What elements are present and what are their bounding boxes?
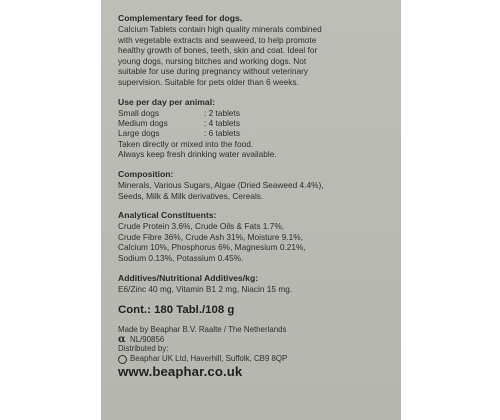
approval-alpha-icon: α <box>118 334 126 346</box>
heading-analytical: Analytical Constituents: <box>118 210 217 221</box>
dosage-label: Small dogs <box>118 107 160 118</box>
heading-use-per-day: Use per day per animal: <box>118 96 215 107</box>
approval-line <box>118 335 396 345</box>
dosage-label: Large dogs <box>118 128 160 139</box>
contents-value: 180 Tabl./108 g <box>154 304 235 317</box>
analytical-line: Crude Protein 3.6%, Crude Oils & Fats 1.7%, <box>118 221 285 232</box>
description-line: young dogs, nursing bitches and working dogs. Not <box>118 55 307 66</box>
use-note: Taken directly or mixed into the food. <box>118 138 254 149</box>
dosage-row <box>118 108 396 118</box>
dosage-table <box>118 108 396 139</box>
dosage-amount: : 6 tablets <box>204 128 240 139</box>
dosage-amount: : 4 tablets <box>204 117 240 128</box>
additives-line: E6/Zinc 40 mg, Vitamin B1 2 mg, Niacin 15 mg. <box>118 283 293 294</box>
analytical-line: Crude Fibre 36%, Crude Ash 31%, Moisture 9.1%, <box>118 231 303 242</box>
distributed-by: Distributed by: <box>118 344 169 354</box>
description-line: Calcium Tablets contain high quality minerals combined <box>118 24 322 34</box>
analytical-line: Calcium 10%, Phosphorus 6%, Magnesium 0.21%, <box>118 242 306 253</box>
analytical-line: Sodium 0.13%, Potassium 0.45%. <box>118 252 244 263</box>
website-url: www.beaphar.co.uk <box>118 363 243 379</box>
description-line: suitable for use during pregnancy without veterinary <box>118 66 309 77</box>
contents-label: Cont.: <box>118 304 151 317</box>
description-line: with vegetable extracts and seaweed, to help promote <box>118 34 317 45</box>
made-by: Made by Beaphar B.V. Raalte / The Netherlands <box>118 325 287 335</box>
distributor-line <box>118 354 396 364</box>
heading-complementary: Complementary feed for dogs. <box>118 13 243 23</box>
heading-composition: Composition: <box>118 168 174 179</box>
dosage-label: Medium dogs <box>118 117 168 128</box>
approval-code: NL/90856 <box>130 334 165 344</box>
description-line: supervision. Suitable for pets older than 6 weeks. <box>118 76 299 87</box>
use-note: Always keep fresh drinking water available. <box>118 149 277 160</box>
label-panel <box>101 0 401 420</box>
dosage-amount: : 2 tablets <box>204 107 240 118</box>
description-block <box>118 24 396 88</box>
dosage-row <box>118 128 396 138</box>
contents-line <box>118 303 396 317</box>
dosage-row <box>118 118 396 128</box>
heading-additives: Additives/Nutritional Additives/kg: <box>118 272 259 283</box>
distributor: Beaphar UK Ltd, Haverhill, Suffolk, CB9 8QP <box>130 353 288 363</box>
composition-line: Seeds, Milk & Milk derivatives, Cereals. <box>118 190 264 201</box>
composition-line: Minerals, Various Sugars, Algae (Dried Seaweed 4.4%), <box>118 179 324 190</box>
description-line: healthy growth of bones, teeth, skin and coat. Ideal for <box>118 45 318 56</box>
label-text <box>118 13 396 380</box>
